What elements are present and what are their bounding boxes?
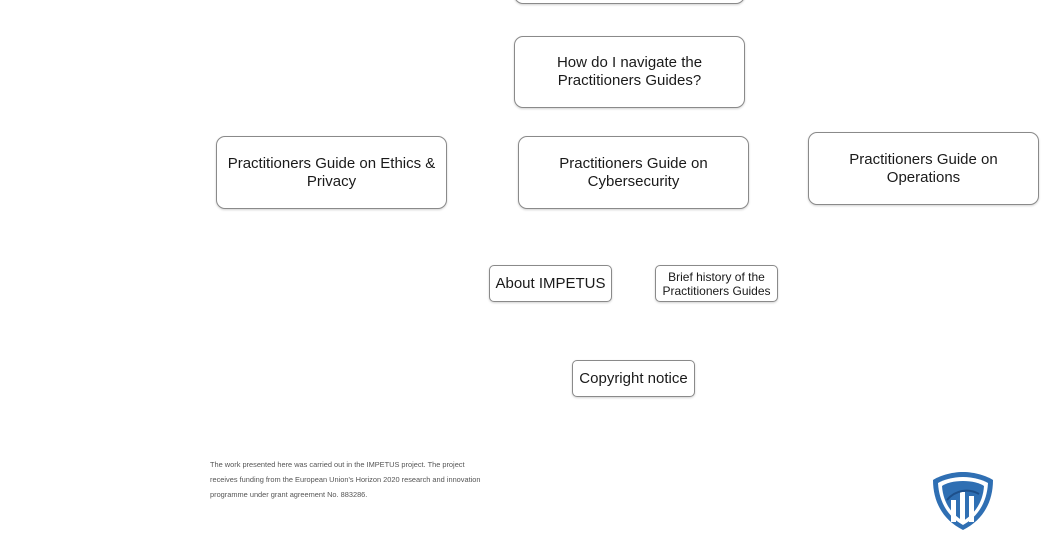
cyber-guide-line2: Cybersecurity: [587, 172, 680, 190]
about-impetus-button[interactable]: [489, 265, 612, 302]
pillar-right: [969, 496, 974, 522]
ethics-guide-line2: Privacy: [306, 172, 357, 190]
funding-line-2: receives funding from the European Union's Horizon 2020 research and innovation: [210, 475, 481, 484]
navigate-guides-line1: How do I navigate the: [556, 54, 703, 71]
navigate-guides-node[interactable]: [514, 36, 745, 108]
copyright-notice-button[interactable]: [572, 360, 695, 397]
cyber-guide-line1: Practitioners Guide on: [559, 154, 708, 172]
brief-history-button[interactable]: [655, 265, 778, 302]
funding-line-1: The work presented here was carried out in the IMPETUS project. The project: [210, 460, 465, 469]
top-node-box[interactable]: [514, 0, 745, 4]
pillar-left: [951, 500, 956, 522]
ethics-privacy-guide-node[interactable]: [216, 136, 447, 209]
brief-history-line1: Brief history of the: [668, 269, 765, 284]
cybersecurity-guide-node[interactable]: [518, 136, 749, 209]
impetus-shield-logo-icon: [929, 470, 997, 530]
copyright-notice-label: Copyright notice: [579, 369, 688, 387]
pillar-center: [960, 492, 965, 522]
brief-history-line2: Practitioners Guides: [662, 283, 771, 298]
ops-guide-line2: Operations: [886, 168, 961, 186]
about-impetus-label: About IMPETUS: [495, 274, 606, 292]
funding-statement: [210, 457, 570, 502]
navigate-guides-line2: Practitioners Guides?: [557, 72, 702, 89]
ethics-guide-line1: Practitioners Guide on Ethics &: [227, 154, 436, 172]
operations-guide-node[interactable]: [808, 132, 1039, 205]
ops-guide-line1: Practitioners Guide on: [849, 150, 998, 168]
funding-line-3: programme under grant agreement No. 883286.: [210, 490, 368, 499]
